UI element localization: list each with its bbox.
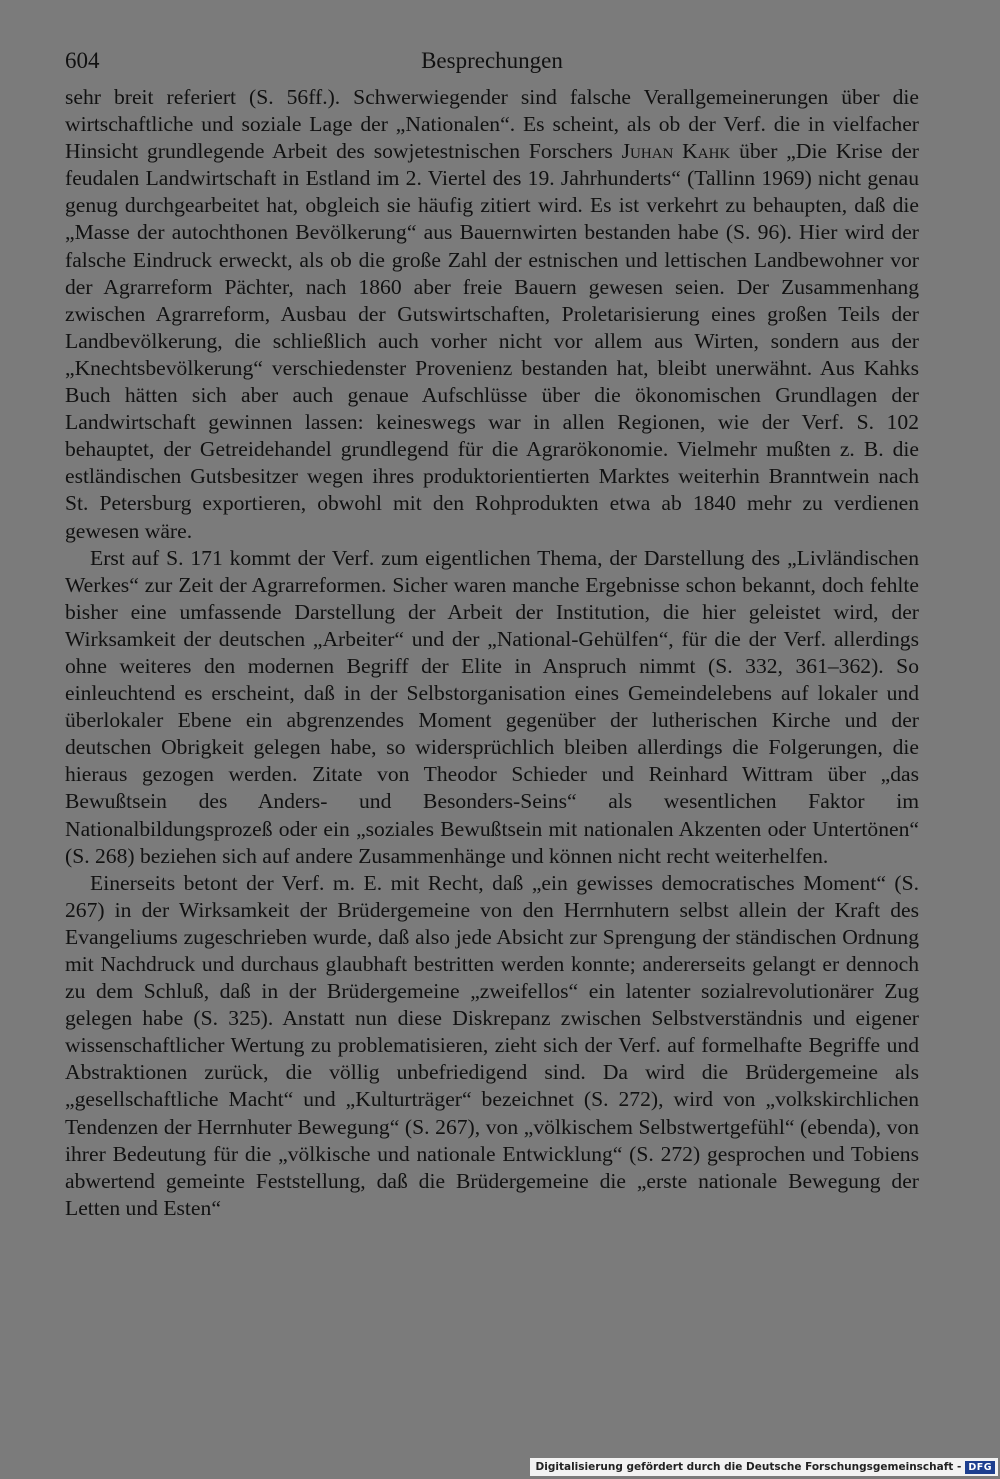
paragraph-3: Einerseits betont der Verf. m. E. mit Recht, daß „ein gewisses democratisches Moment“ (S. 267) in der Wirksamkeit der Brüdergemeine von den Herrnhutern selbst allein der Kraft des Evangeliums zugeschrieben wurde, daß also jede Absicht zur Sprengung der ständischen Ordnung mit Nachdruck und durchaus glaubhaft bestritten werden konnte; andererseits gelangt er dennoch zu dem Schluß, daß in der Brüdergemeine „zweifellos“ ein latenter sozialrevolutionärer Zug gelegen habe (S. 325). Anstatt nun diese Diskrepanz zwischen Selbstverständnis und eigener wissenschaftlicher Wertung zu problematisieren, zieht sich der Verf. auf formelhafte Begriffe und Abstraktionen zurück, die völlig unbefriedigend sind. Da wird die Brüdergemeine als „gesellschaftliche Macht“ und „Kulturträger“ bezeichnet (S. 272), wird von „volkskirchlichen Tendenzen der Herrnhuter Bewegung“ (S. 267), von „völkischem Selbstwertgefühl“ (ebenda), von ihrer Bedeutung für die „völkische und nationale Entwicklung“ (S. 272) gesprochen und Tobiens abwertend gemeinte Feststellung, daß die Brüdergemeine die „erste nationale Bewegung der Letten und Esten“ [65,870,919,1220]
body-text [65,84,919,1222]
document-page [65,44,919,1222]
paragraph-1-text-a: sehr breit referiert (S. 56ff.). Schwerwiegender sind falsche Verallgemeinerungen über die wirtschaftliche und soziale Lage der „Nationalen“. Es scheint, als ob der Verf. die in vielfacher Hinsicht grundlegende Arbeit des sowjetestnischen Forschers [65,85,919,164]
funding-footer [530,1458,998,1476]
section-title: Besprechungen [421,48,563,73]
funding-note: Digitalisierung gefördert durch die Deutsche Forschungsgemeinschaft - [535,1461,962,1473]
author-name: Juhan Kahk [621,139,731,164]
page-number: 604 [65,48,100,73]
paragraph-2: Erst auf S. 171 kommt der Verf. zum eigentlichen Thema, der Darstellung des „Livländischen Werkes“ zur Zeit der Agrarreformen. Sicher waren manche Ergebnisse schon bekannt, doch fehlte bisher eine umfassende Darstellung der Arbeit der Institution, die hier geleistet wird, der Wirksamkeit der deutschen „Arbeiter“ und der „National-Gehülfen“, für die der Verf. allerdings ohne weiteres den modernen Begriff der Elite in Anspruch nimmt (S. 332, 361–362). So einleuchtend es erscheint, daß in der Selbstorganisation eines Gemeindelebens auf lokaler und überlokaler Ebene ein abgrenzendes Moment gegenüber der lutherischen Kirche und der deutschen Obrigkeit gelegen habe, so widersprüchlich bleiben allerdings die Folgerungen, die hieraus gezogen werden. Zitate von Theodor Schieder und Reinhard Wittram über „das Bewußtsein des Anders- und Besonders-Seins“ als wesentlichen Faktor im Nationalbildungsprozeß oder ein „soziales Bewußtsein mit nationalen Akzenten oder Untertönen“ (S. 268) beziehen sich auf andere Zusammenhänge und können nicht recht weiterhelfen. [65,545,919,868]
paragraph-1-text-b: über „Die Krise der feudalen Landwirtschaft in Estland im 2. Viertel des 19. Jahrhunderts“ (Tallinn 1969) nicht genau genug durchgearbeitet hat, obgleich sie häufig zitiert wird. Es ist verkehrt zu behaupten, daß die „Masse der autochthonen Bevölkerung“ aus Bauernwirten bestanden habe (S. 96). Hier wird der falsche Eindruck erweckt, als ob die große Zahl der estnischen und lettischen Landbewohner vor der Agrarreform Pächter, nach 1860 aber freie Bauern gewesen seien. Der Zusammenhang zwischen Agrarreform, Ausbau der Gutswirtschaften, Proletarisierung eines großen Teils der Landbevölkerung, die schließlich auch vorher nicht vor allem aus Wirten, sondern aus der „Knechtsbevölkerung“ verschiedenster Provenienz bestanden hat, bleibt unerwähnt. Aus Kahks Buch hätten sich aber auch genaue Aufschlüsse über die ökonomischen Grundlagen der Landwirtschaft gewinnen lassen: keineswegs war in allen Regionen, wie der Verf. S. 102 behauptet, der Getreidehandel grundlegend für die Agrarökonomie. Vielmehr mußten z. B. die estländischen Gutsbesitzer wegen ihres produktorientierten Marktes weiterhin Branntwein nach St. Petersburg exportieren, obwohl mit den Rohprodukten etwa ab 1840 mehr zu verdienen gewesen wäre. [65,139,919,543]
dfg-logo: DFG [965,1461,995,1474]
paragraph-1 [65,84,919,545]
running-head [65,44,919,84]
